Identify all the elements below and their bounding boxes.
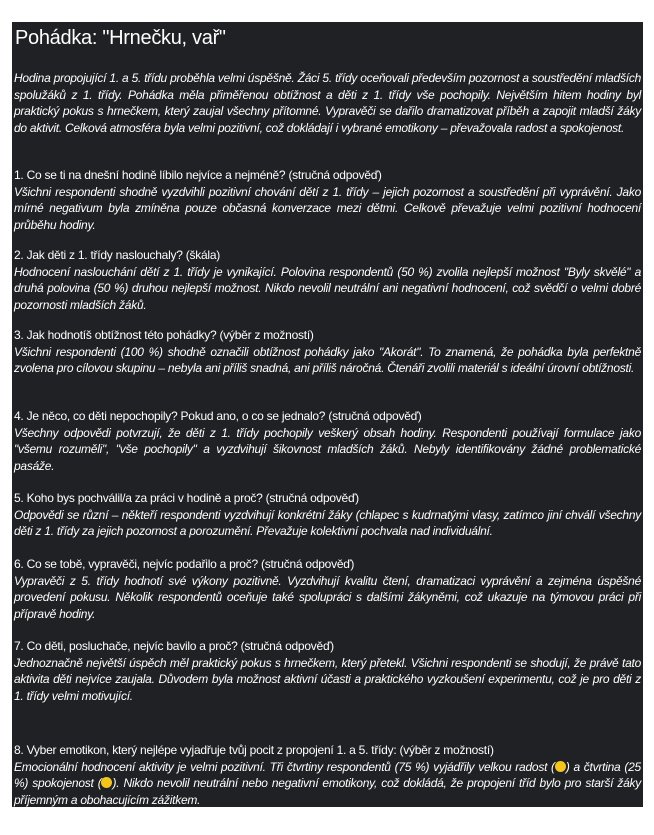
question-section-5 — [14, 490, 641, 540]
question-heading: 5. Koho bys pochválil/a za práci v hodině a proč? (stručná odpověď) — [14, 491, 359, 505]
question-answer: Hodnocení naslouchání dětí z 1. třídy je vynikající. Polovina respondentů (50 %) zvolila nejlepší možnost "Byly skvělé" a druhá polovina (50 %) druhou nejlepší možnost. Nikdo nevolil neutrální ani negativní hodnocení, což svědčí o velmi dobré pozornosti mladších žáků. — [14, 264, 641, 312]
answer-text: Emocionální hodnocení aktivity je velmi pozitivní. Tři čtvrtiny respondentů (75 %) vyjádřily velkou radost ( — [14, 759, 555, 774]
question-section-4 — [14, 408, 641, 474]
question-answer — [14, 759, 641, 809]
question-answer: Všichni respondenti shodně vyzdvihli pozitivní chování dětí z 1. třídy – jejich pozornost a soustředění při vyprávění. Jako mírné negativum byla zmíněna pouze občasná konverzace mezi dětmi. Celkově převažuje velmi pozitivní hodnocení průběhu hodiny. — [14, 184, 641, 232]
question-section-7 — [14, 638, 641, 704]
question-answer: Vypravěči z 5. třídy hodnotí své výkony pozitivně. Vyzdvihují kvalitu čtení, dramatizaci vyprávění a zejména úspěšné provedení pokusu. Několik respondentů oceňuje také spolupráci s dalšími žákyněmi, což ukazuje na týmovou práci při přípravě hodiny. — [14, 573, 641, 621]
question-heading: 1. Co se ti na dnešní hodině líbilo nejvíce a nejméně? (stručná odpověď) — [14, 168, 382, 182]
document-panel — [12, 22, 643, 807]
question-heading: 6. Co se tobě, vypravěči, nejvíc podařilo a proč? (stručná odpověď) — [14, 557, 355, 571]
question-heading: 4. Je něco, co děti nepochopily? Pokud ano, o co se jednalo? (stručná odpověď) — [14, 409, 422, 423]
question-section-8 — [14, 742, 641, 808]
question-heading: 7. Co děti, posluchače, nejvíc bavilo a proč? (stručná odpověď) — [14, 639, 334, 653]
question-section-6 — [14, 556, 641, 622]
intro-paragraph: Hodina propojující 1. a 5. třídu proběhla velmi úspěšně. Žáci 5. třídy oceňovali především pozornost a soustředění mladších spolužáků z 1. třídy. Pohádka měla přiměřenou obtížnost a děti z 1. třídy vše pochopily. Největším hitem hodiny byl praktický pokus s hrnečkem, který zaujal všechny přítomné. Vypravěči se dařilo dramatizovat příběh a zapojit mladší žáky do aktivit. Celková atmosféra byla velmi pozitivní, což dokládají i vybrané emotikony – převažovala radost a spokojenost. — [14, 71, 641, 135]
question-heading: 3. Jak hodnotíš obtížnost této pohádky? (výběr z možností) — [14, 328, 314, 342]
question-section-3 — [14, 327, 641, 377]
answer-text: ). Nikdo nevolil neutrální nebo negativní emotikony, což dokládá, že propojení tříd bylo pro starší žáky příjemným a obohacujícím zážitkem. — [14, 776, 642, 807]
question-section-2 — [14, 247, 641, 313]
question-answer: Všichni respondenti (100 %) shodně označili obtížnost pohádky jako "Akorát". To znamená, že pohádka byla perfektně zvolena pro cílovou skupinu – nebyla ani příliš snadná, ani příliš náročná. Čtenáři zvolili materiál s ideální úrovní obtížnosti. — [14, 344, 641, 375]
page-title: Pohádka: "Hrnečku, vař" — [15, 27, 226, 49]
question-heading: 8. Vyber emotikon, který nejlépe vyjadřuje tvůj pocit z propojení 1. a 5. třídy: (výběr z možností) — [14, 743, 494, 757]
question-answer: Jednoznačně největší úspěch měl praktický pokus s hrnečkem, který přetekl. Všichni respondenti se shodují, že právě tato aktivita děti nejvíce zaujala. Důvodem byla možnost aktivní účasti a praktického vyzkoušení experimentu, což je pro děti z 1. třídy velmi motivující. — [14, 655, 641, 703]
question-heading: 2. Jak děti z 1. třídy naslouchaly? (škála) — [14, 248, 221, 262]
grinning-face-icon — [555, 761, 566, 772]
answer-text: ) a čtvrtina (25 %) spokojenost ( — [14, 759, 641, 790]
smiling-face-icon — [101, 777, 112, 788]
question-answer: Odpovědi se různí – někteří respondenti vyzdvihují konkrétní žáky (chlapec s kudrnatými vlasy, zatímco jiní chválí všechny děti z 1. třídy za jejich pozornost a porozumění. Převažuje kolektivní pochvala nad individuální. — [14, 507, 641, 538]
question-answer: Všechny odpovědi potvrzují, že děti z 1. třídy pochopily veškerý obsah hodiny. Respondenti používají formulace jako "všemu rozuměli", "vše pochopily" a vyzdvihují šikovnost mladších žáků. Nebyly identifikovány žádné problematické pasáže. — [14, 425, 641, 473]
question-section-1 — [14, 167, 641, 233]
